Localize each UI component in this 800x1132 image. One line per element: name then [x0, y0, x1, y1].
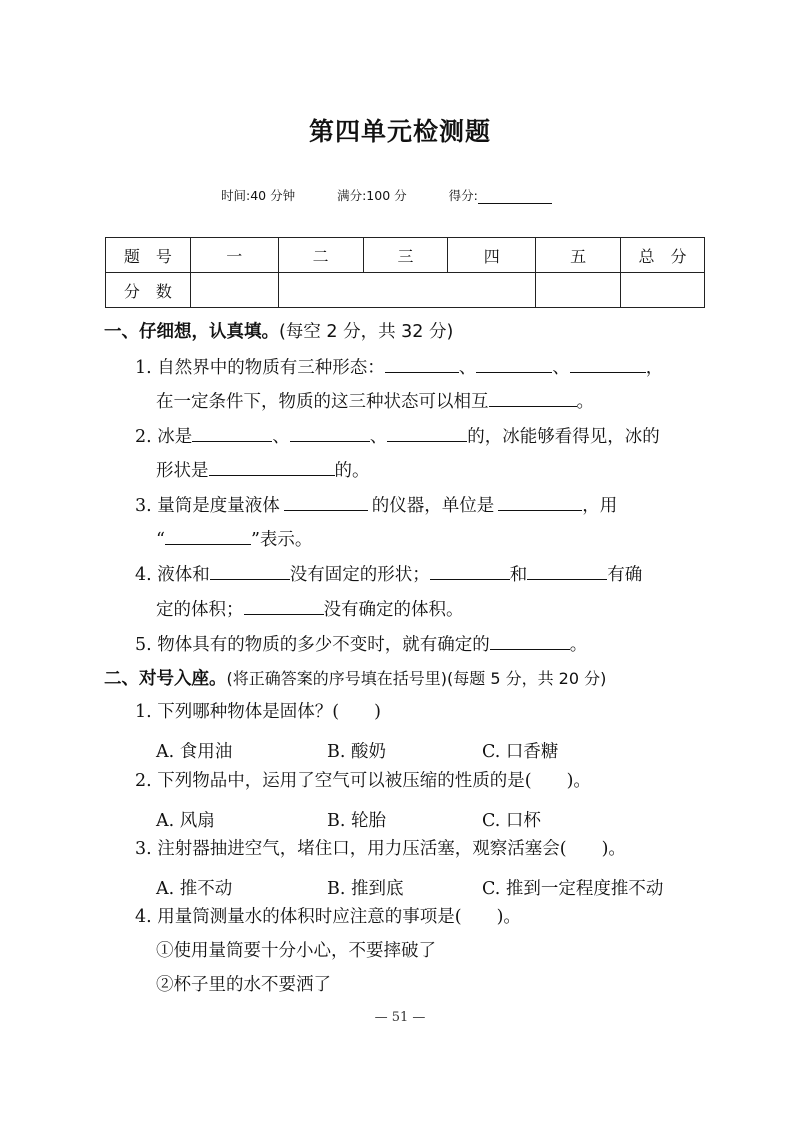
- answer-blank[interactable]: [165, 528, 251, 545]
- option-a[interactable]: A. 推不动: [156, 879, 233, 899]
- section-1-note: (每空 2 分，共 32 分): [279, 322, 454, 342]
- question-2-2: 2. 下列物品中，运用了空气可以被压缩的性质的是( )。: [135, 771, 591, 791]
- answer-blank[interactable]: [489, 390, 577, 407]
- page-number: — 51 —: [374, 1010, 426, 1025]
- answer-blank[interactable]: [290, 425, 370, 442]
- score-table-cell: 四: [448, 238, 536, 273]
- score-table: [105, 237, 705, 308]
- exam-meta: [221, 186, 552, 204]
- score-table-cell: 五: [536, 238, 621, 273]
- score-table-cell: 题 号: [106, 238, 191, 273]
- answer-blank[interactable]: [244, 598, 324, 615]
- score-entry-cell[interactable]: [278, 273, 536, 308]
- question-1-5: 5. 物体具有的物质的多少不变时，就有确定的 。: [135, 635, 588, 655]
- answer-blank[interactable]: [210, 563, 290, 580]
- question-2-3: 3. 注射器抽进空气，堵住口，用力压活塞，观察活塞会( )。: [135, 839, 626, 859]
- option-a[interactable]: A. 食用油: [156, 742, 233, 762]
- answer-blank[interactable]: [284, 494, 368, 511]
- answer-blank[interactable]: [527, 563, 607, 580]
- time-limit: 时间:40 分钟: [221, 188, 296, 203]
- score-table-cell: 三: [363, 238, 448, 273]
- answer-blank[interactable]: [430, 563, 510, 580]
- option-b[interactable]: B. 酸奶: [327, 742, 386, 762]
- question-2-4: 4. 用量筒测量水的体积时应注意的事项是( )。: [135, 907, 521, 927]
- option-a[interactable]: A. 风扇: [156, 811, 215, 831]
- score-table-cell: 二: [278, 238, 363, 273]
- question-1-4: 4. 液体和 没有固定的形状； 和 有确: [135, 565, 643, 585]
- question-2-4-item-2[interactable]: ②杯子里的水不要洒了: [156, 975, 331, 995]
- section-2-note: (将正确答案的序号填在括号里)(每题 5 分，共 20 分): [226, 669, 607, 688]
- question-1-2-cont: 形状是 的。: [156, 461, 370, 481]
- question-2-4-item-1[interactable]: ①使用量筒要十分小心，不要摔破了: [156, 941, 436, 961]
- score-table-header-row: [106, 238, 705, 273]
- answer-blank[interactable]: [192, 425, 272, 442]
- score-table-cell: 一: [190, 238, 278, 273]
- score-entry-cell[interactable]: [621, 273, 705, 308]
- option-c[interactable]: C. 推到一定程度推不动: [482, 879, 664, 899]
- question-1-1-cont: 在一定条件下，物质的这三种状态可以相互 。: [156, 392, 594, 412]
- score-entry-cell[interactable]: [536, 273, 621, 308]
- question-1-1: 1. 自然界中的物质有三种形态： 、 、 ，: [135, 358, 664, 378]
- question-1-3-cont: “ ”表示。: [156, 530, 313, 550]
- score-table-score-row: [106, 273, 705, 308]
- section-2-heading: 二、对号入座。(将正确答案的序号填在括号里)(每题 5 分，共 20 分): [104, 669, 607, 689]
- score-label: 得分:: [448, 188, 478, 203]
- answer-blank[interactable]: [385, 356, 459, 373]
- section-1-heading: 一、仔细想，认真填。(每空 2 分，共 32 分): [104, 322, 454, 342]
- answer-blank[interactable]: [570, 356, 646, 373]
- score-blank[interactable]: [478, 190, 552, 204]
- option-c[interactable]: C. 口香糖: [482, 742, 559, 762]
- question-1-3: 3. 量筒是度量液体 的仪器，单位是 ，用: [135, 496, 618, 516]
- option-b[interactable]: B. 推到底: [327, 879, 404, 899]
- answer-blank[interactable]: [387, 425, 467, 442]
- score-table-cell: 分 数: [106, 273, 191, 308]
- question-2-1: 1. 下列哪种物体是固体？( ): [135, 702, 381, 722]
- option-b[interactable]: B. 轮胎: [327, 811, 386, 831]
- question-1-2: 2. 冰是 、 、 的，冰能够看得见，冰的: [135, 427, 660, 447]
- full-marks: 满分:100 分: [337, 188, 407, 203]
- answer-blank[interactable]: [209, 459, 335, 476]
- answer-blank[interactable]: [490, 633, 570, 650]
- option-c[interactable]: C. 口杯: [482, 811, 541, 831]
- question-1-4-cont: 定的体积； 没有确定的体积。: [156, 600, 464, 620]
- score-table-cell: 总 分: [621, 238, 705, 273]
- score-entry-cell[interactable]: [190, 273, 278, 308]
- answer-blank[interactable]: [476, 356, 552, 373]
- page-title: 第四单元检测题: [308, 117, 491, 146]
- answer-blank[interactable]: [498, 494, 582, 511]
